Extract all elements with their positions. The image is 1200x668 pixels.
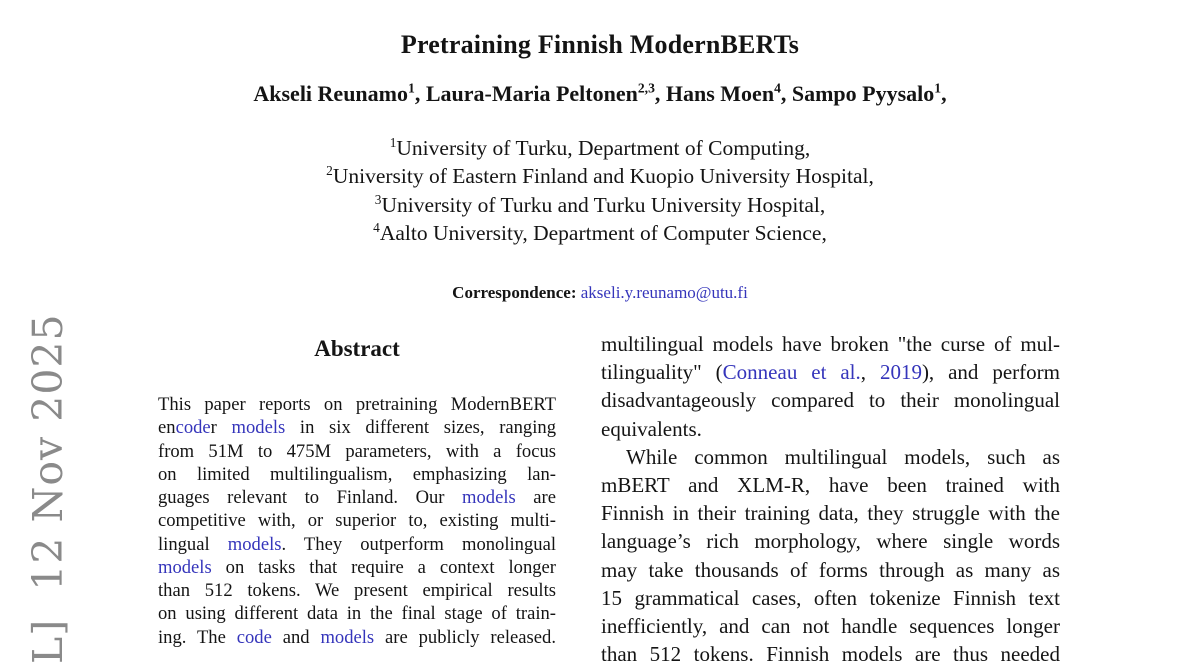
text-line: lingual models. They outperform monolingual (158, 533, 556, 555)
text-line: than 512 tokens. Finnish models are thus needed (601, 642, 1060, 667)
affiliation-line: $^4$Aalto University, Department of Computer Science, (373, 220, 827, 246)
text-line: competitive with, or superior to, existing multi- (158, 510, 556, 532)
text-line: on using different data in the final stage of train- (158, 603, 556, 625)
abstract-column (158, 336, 556, 649)
correspondence-label: Correspondence: (452, 283, 577, 302)
abstract-heading: Abstract (314, 336, 400, 361)
text-line: language’s rich morphology, where single words (601, 529, 1060, 554)
arxiv-watermark: L] 12 Nov 2025 (24, 313, 72, 664)
paper-title: Pretraining Finnish ModernBERTs (400, 30, 800, 59)
author-name: Sampo Pyysalo$^1$ (791, 80, 942, 106)
link-models[interactable]: models (231, 417, 286, 439)
text-line: guages relevant to Finland. Our models are (158, 487, 556, 508)
text-line: inefficiently, and can not handle sequences longer (601, 614, 1060, 639)
link-models[interactable]: models (227, 533, 282, 555)
link-code[interactable]: code (236, 626, 272, 648)
link-models[interactable]: models (462, 487, 516, 508)
correspondence-line (0, 283, 1200, 303)
text-line: This paper reports on pretraining ModernBERT (158, 394, 556, 415)
text-line: on limited multilingualism, emphasizing lan- (158, 463, 556, 485)
link-code[interactable]: code (175, 417, 211, 439)
author-name: Hans Moen$^4$ (665, 80, 781, 106)
text-line: Finnish in their training data, they struggle with the (601, 501, 1060, 526)
link-models[interactable]: models (158, 556, 212, 578)
link-models[interactable]: models (320, 626, 375, 648)
text-line: mBERT and XLM-R, have been trained with (601, 473, 1060, 498)
text-line: 15 grammatical cases, often tokenize Finnish text (601, 585, 1060, 610)
text-line: from 51M to 475M parameters, with a focus (158, 440, 556, 462)
link-2019[interactable]: 2019 (879, 360, 922, 385)
text-line: may take thousands of forms through as many as (601, 557, 1060, 582)
abstract-text (158, 393, 556, 649)
author-list: Akseli Reunamo$^1$, Laura-Maria Peltonen$^{2,3}$, Hans Moen$^4$, Sampo Pyysalo$^1$, (253, 80, 947, 106)
affiliation-line: $^2$University of Eastern Finland and Kuopio University Hospital, (326, 163, 874, 189)
text-line: than 512 tokens. We present empirical results (158, 580, 556, 601)
author-name: Laura-Maria Peltonen$^{2,3}$ (425, 80, 655, 106)
text-line: tilinguality" (Conneau et al., 2019), and perform (601, 360, 1061, 385)
affiliation-list (0, 134, 1200, 248)
text-line: multilingual models have broken "the curse of mul- (601, 332, 1060, 356)
text-line: equivalents. (601, 416, 702, 441)
affiliation-line: $^1$University of Turku, Department of Computing, (389, 134, 811, 160)
text-line: models on tasks that require a context longer (158, 556, 556, 578)
affiliation-line: $^3$University of Turku and Turku University Hospital, (374, 191, 826, 217)
introduction-column (601, 330, 1060, 668)
text-line: ing. The code and models are publicly released. (158, 626, 556, 648)
text-line: While common multilingual models, such as (626, 444, 1060, 469)
correspondence-email-link[interactable]: akseli.y.reunamo@utu.fi (580, 283, 748, 302)
text-line: encoder models in six different sizes, ranging (158, 417, 556, 439)
link-conneau-et-al[interactable]: Conneau et al. (722, 360, 861, 385)
text-line: disadvantageously compared to their monolingual (601, 388, 1060, 413)
author-name: Akseli Reunamo$^1$ (253, 80, 415, 106)
